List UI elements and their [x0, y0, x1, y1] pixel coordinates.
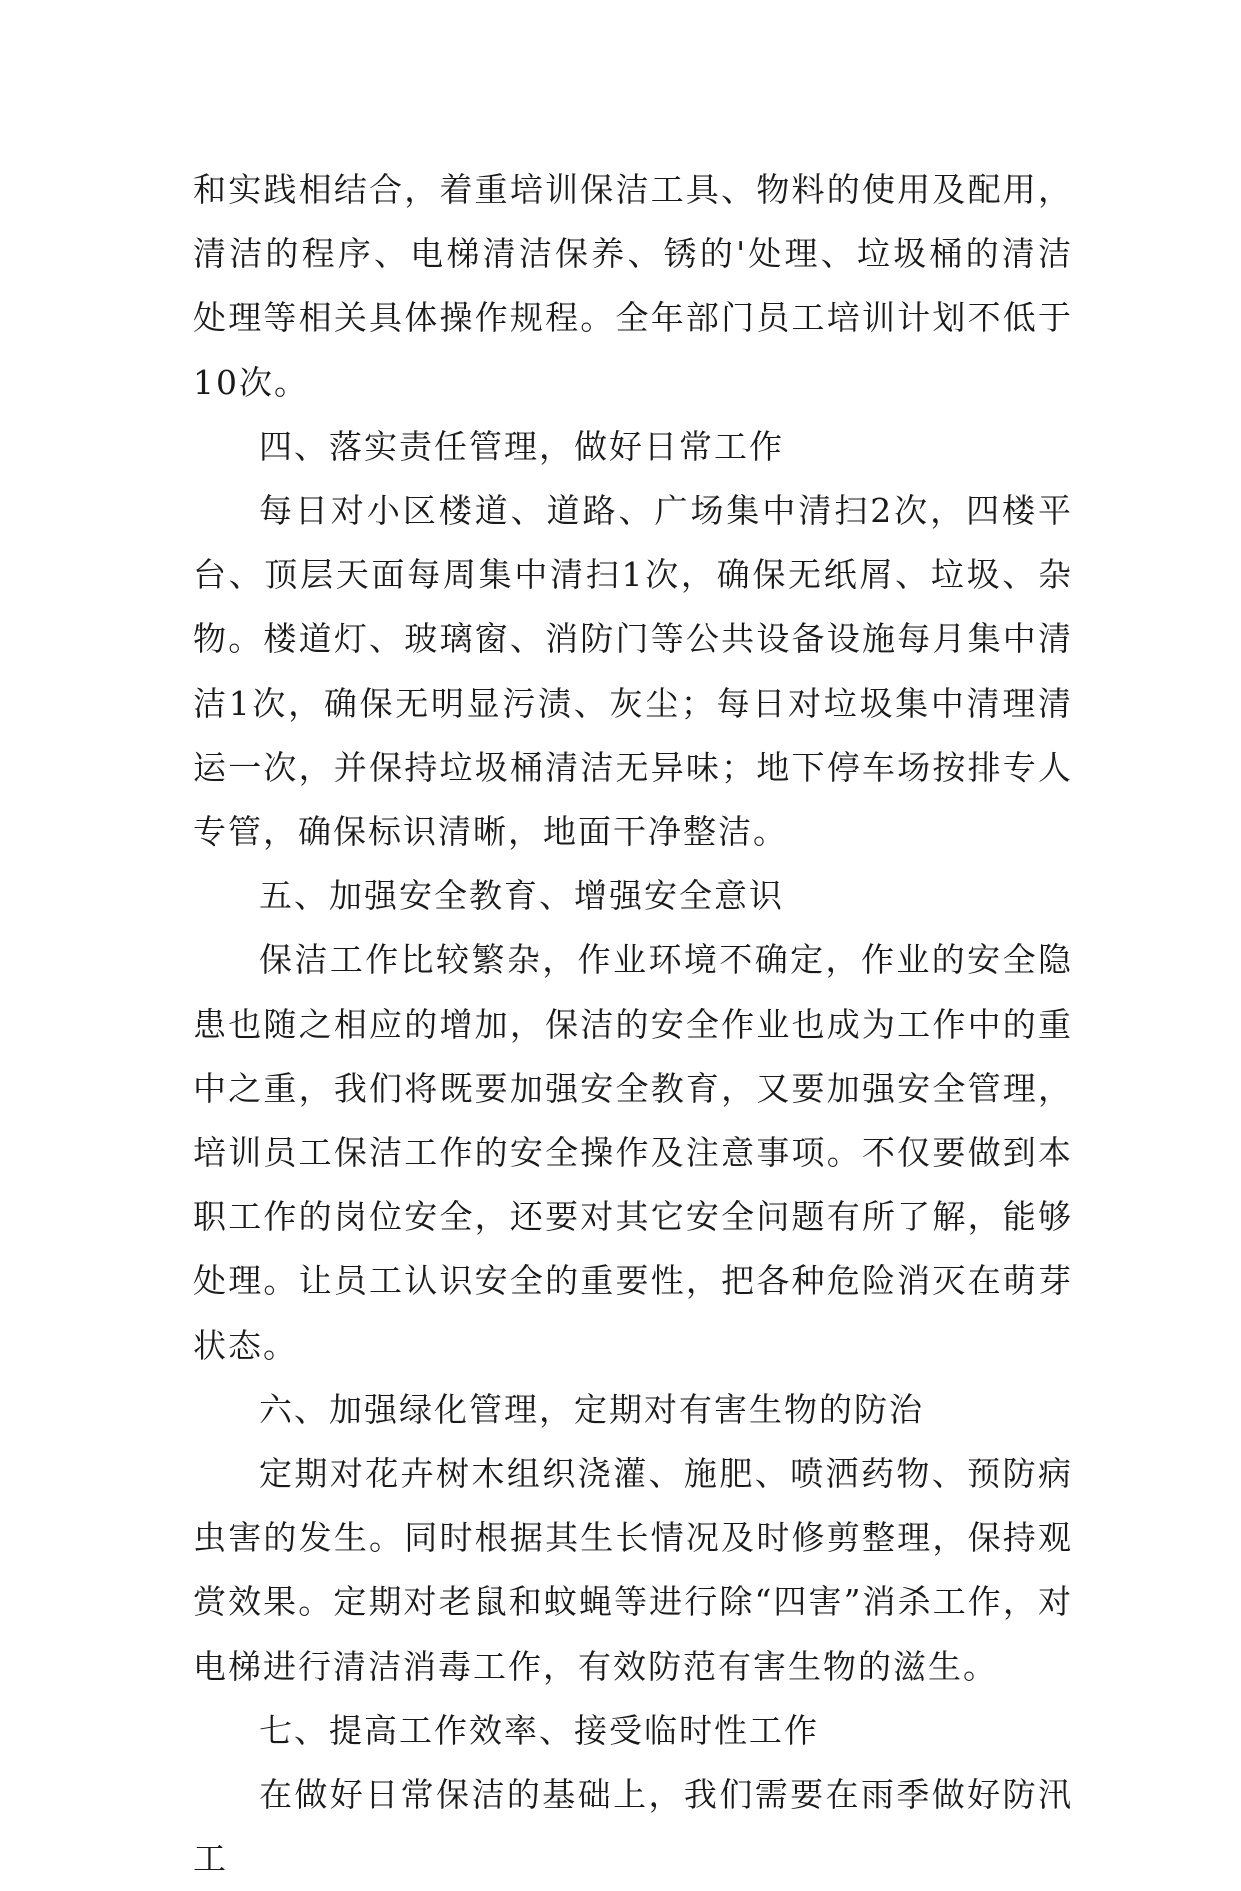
section-heading-5: 五、加强安全教育、增强安全意识 — [259, 876, 784, 916]
paragraph-daily-work: 每日对小区楼道、道路、广场集中清扫2次，四楼平台、顶层天面每周集中清扫1次，确保无纸屑、垃圾、杂物。楼道灯、玻璃窗、消防门等公共设备设施每月集中清洁1次，确保无明显污渍、灰尘；每日对垃圾集中清理清运一次，并保持垃圾桶清洁无异味；地下停车场按排专人专管，确保标识清晰，地面干净整洁。 — [193, 491, 1073, 852]
paragraph-greening: 定期对花卉树木组织浇灌、施肥、喷洒药物、预防病虫害的发生。同时根据其生长情况及时修剪整理，保持观赏效果。定期对老鼠和蚊蝇等进行除“四害”消杀工作，对电梯进行清洁消毒工作，有效防范有害生物的滋生。 — [193, 1454, 1073, 1686]
section-heading-6: 六、加强绿化管理，定期对有害生物的防治 — [259, 1389, 924, 1429]
paragraph-safety: 保洁工作比较繁杂，作业环境不确定，作业的安全隐患也随之相应的增加，保洁的安全作业也成为工作中的重中之重，我们将既要加强安全教育，又要加强安全管理，培训员工保洁工作的安全操作及注意事项。不仅要做到本职工作的岗位安全，还要对其它安全问题有所了解，能够处理。让员工认识安全的重要性，把各种危险消灭在萌芽状态。 — [193, 940, 1073, 1365]
document-body — [193, 158, 1073, 1891]
section-heading-7: 七、提高工作效率、接受临时性工作 — [259, 1710, 819, 1750]
paragraph-training-continued: 和实践相结合，着重培训保洁工具、物料的使用及配用，清洁的程序、电梯清洁保养、锈的'处理、垃圾桶的清洁处理等相关具体操作规程。全年部门员工培训计划不低于10次。 — [193, 170, 1073, 402]
section-heading-4: 四、落实责任管理，做好日常工作 — [259, 426, 784, 466]
paragraph-temporary-work: 在做好日常保洁的基础上，我们需要在雨季做好防汛工 — [193, 1775, 1073, 1879]
